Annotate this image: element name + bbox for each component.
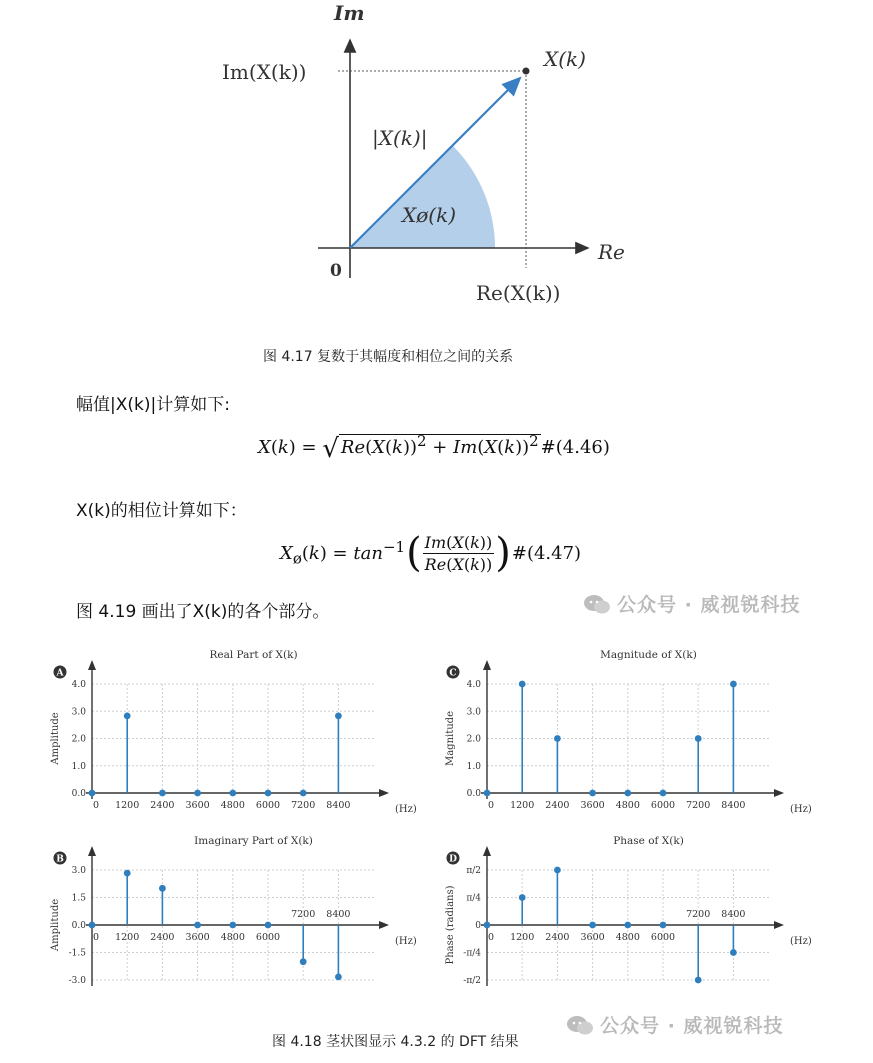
x-axis-arrow: [379, 921, 389, 929]
x-axis-label: (Hz): [395, 804, 417, 815]
equation-4-46: X(k) = √ $Re(X(k))^2 + Im(X(k))^2$ #(4.46): [258, 432, 610, 464]
svg-text:A: A: [56, 668, 64, 679]
modulus-label: |X(k)|: [372, 126, 428, 150]
y-axis-label: Amplitude: [50, 712, 61, 765]
stem-marker: [89, 922, 96, 929]
stem-marker: [484, 922, 491, 929]
chart-title: Magnitude of X(k): [600, 649, 697, 661]
x-tick-label: 7200: [291, 909, 316, 920]
stem-marker: [194, 922, 201, 929]
watermark-top: [583, 590, 800, 617]
y-axis-arrow: [88, 846, 96, 856]
stem-marker: [300, 958, 307, 965]
y-tick-label: 3.0: [71, 707, 86, 718]
y-tick-label: π/4: [466, 893, 481, 904]
point-marker: [523, 68, 530, 75]
x-tick-label: 8400: [721, 909, 746, 920]
panel-badge: [447, 666, 460, 679]
stem-marker: [695, 735, 702, 742]
point-label: X(k): [544, 47, 586, 71]
equation-4-47-number: #(4.47): [511, 542, 582, 564]
phase-label: Xø(k): [402, 203, 457, 227]
chart-title: Imaginary Part of X(k): [194, 835, 313, 847]
x-tick-label: 3600: [580, 800, 605, 811]
stem-marker: [124, 712, 131, 719]
stem-chart-b: [50, 835, 417, 986]
x-tick-label: 4800: [220, 800, 245, 811]
y-tick-label: 3.0: [71, 866, 86, 876]
y-tick-label: 0.0: [466, 789, 481, 799]
stem-chart-a: [50, 649, 417, 815]
x-axis-label: (Hz): [790, 936, 812, 947]
x-tick-label: 0: [488, 932, 495, 943]
x-tick-label: 3600: [185, 800, 210, 811]
stem-marker: [519, 894, 526, 901]
y-tick-label: 2.0: [71, 734, 86, 745]
dft-stem-plots: [0, 640, 873, 1025]
stem-marker: [660, 790, 667, 797]
phase-intro: X(k)的相位计算如下：: [76, 501, 247, 521]
x-tick-label: 4800: [615, 932, 640, 943]
stem-marker: [624, 922, 631, 929]
x-tick-label: 8400: [326, 909, 351, 920]
y-tick-label: 4.0: [71, 680, 86, 690]
stem-marker: [730, 949, 737, 956]
figure-418-caption: 图 4.18 茎状图显示 4.3.2 的 DFT 结果: [272, 1034, 519, 1050]
y-axis-label: Amplitude: [50, 898, 61, 952]
x-axis-arrow: [774, 789, 784, 797]
y-tick-label: 1.0: [466, 761, 481, 772]
y-tick-label: -1.5: [68, 948, 86, 959]
panel-badge: [54, 666, 67, 679]
y-axis-label: Phase (radians): [445, 885, 456, 965]
x-tick-label: 2400: [150, 932, 175, 943]
x-tick-label: 7200: [291, 800, 316, 811]
watermark-text: 公众号 · 威视锐科技: [600, 1015, 784, 1037]
x-tick-label: 4800: [220, 932, 245, 943]
x-tick-label: 0: [93, 800, 100, 811]
stem-marker: [695, 977, 702, 984]
stem-marker: [660, 922, 667, 929]
x-tick-label: 8400: [721, 800, 746, 811]
x-tick-label: 6000: [650, 800, 676, 811]
x-tick-label: 3600: [185, 932, 210, 943]
x-tick-label: 8400: [326, 800, 351, 811]
x-tick-label: 4800: [615, 800, 640, 811]
y-tick-label: π/2: [466, 866, 481, 876]
y-axis-arrow: [88, 660, 96, 670]
wechat-icon: [566, 1014, 594, 1036]
complex-plane-diagram: [0, 0, 873, 330]
stem-marker: [300, 790, 307, 797]
axis-re-label: Re: [598, 240, 625, 264]
chart-title: Real Part of X(k): [209, 649, 298, 661]
panel-badge: [54, 852, 67, 865]
x-tick-label: 0: [93, 932, 100, 943]
y-tick-label: 1.0: [71, 761, 86, 772]
im-projection-label: Im(X(k)): [222, 60, 307, 84]
phase-angle-wedge: [350, 146, 495, 248]
figure-417-caption: 图 4.17 复数于其幅度和相位之间的关系: [263, 349, 514, 365]
x-tick-label: 2400: [545, 932, 570, 943]
wechat-icon: [583, 593, 611, 615]
x-axis-label: (Hz): [790, 804, 812, 815]
stem-marker: [624, 790, 631, 797]
axis-im-label: Im: [334, 1, 365, 25]
stem-marker: [159, 885, 166, 892]
stem-marker: [519, 681, 526, 688]
re-projection-label: Re(X(k)): [476, 281, 561, 305]
stem-chart-c: [445, 649, 812, 815]
figure-reference-text: 图 4.19 画出了X(k)的各个部分。: [76, 602, 330, 622]
stem-marker: [589, 922, 596, 929]
x-axis-label: (Hz): [395, 936, 417, 947]
stem-marker: [229, 922, 236, 929]
stem-chart-d: [445, 835, 812, 986]
y-tick-label: 0.0: [71, 921, 86, 931]
stem-marker: [229, 790, 236, 797]
stem-marker: [335, 712, 342, 719]
x-tick-label: 7200: [686, 800, 711, 811]
chart-title: Phase of X(k): [613, 835, 684, 847]
watermark-text: 公众号 · 威视锐科技: [617, 594, 801, 616]
stem-marker: [124, 870, 131, 877]
stem-marker: [335, 973, 342, 980]
stem-marker: [589, 790, 596, 797]
y-tick-label: -π/2: [463, 976, 481, 986]
x-tick-label: 6000: [650, 932, 676, 943]
y-tick-label: 4.0: [466, 680, 481, 690]
origin-label: 0: [330, 261, 342, 281]
svg-text:D: D: [449, 854, 457, 865]
x-tick-label: 2400: [150, 800, 175, 811]
stem-marker: [194, 790, 201, 797]
stem-marker: [159, 790, 166, 797]
stem-marker: [484, 790, 491, 797]
y-tick-label: -3.0: [68, 976, 86, 986]
svg-text:C: C: [449, 668, 457, 679]
stem-marker: [89, 790, 96, 797]
x-tick-label: 2400: [545, 800, 570, 811]
x-tick-label: 1200: [115, 800, 140, 811]
y-axis-arrow: [483, 660, 491, 670]
x-axis-arrow: [774, 921, 784, 929]
y-tick-label: 2.0: [466, 734, 481, 745]
y-tick-label: 0.0: [71, 789, 86, 799]
x-axis-arrow: [379, 789, 389, 797]
y-tick-label: -π/4: [463, 948, 481, 959]
y-axis-arrow: [483, 846, 491, 856]
stem-marker: [554, 735, 561, 742]
stem-marker: [730, 681, 737, 688]
x-tick-label: 7200: [686, 909, 711, 920]
x-tick-label: 0: [488, 800, 495, 811]
x-tick-label: 6000: [255, 800, 281, 811]
y-tick-label: 0: [475, 921, 481, 931]
y-tick-label: 1.5: [71, 893, 86, 904]
watermark-bottom: [566, 1011, 783, 1038]
stem-marker: [554, 867, 561, 874]
x-tick-label: 1200: [510, 800, 535, 811]
equation-4-47: $X_ø(k) = \tan^{-1}$ ( Im(X(k)) Re(X(k)) ) #(4.47): [280, 530, 582, 576]
y-tick-label: 3.0: [466, 707, 481, 718]
stem-marker: [265, 922, 272, 929]
x-tick-label: 3600: [580, 932, 605, 943]
x-tick-label: 6000: [255, 932, 281, 943]
equation-4-46-number: #(4.46): [540, 437, 610, 458]
stem-marker: [265, 790, 272, 797]
y-axis-label: Magnitude: [445, 710, 456, 767]
x-tick-label: 1200: [510, 932, 535, 943]
x-tick-label: 1200: [115, 932, 140, 943]
svg-text:B: B: [56, 854, 64, 865]
magnitude-intro: 幅值|X(k)|计算如下:: [76, 395, 230, 415]
panel-badge: [447, 852, 460, 865]
